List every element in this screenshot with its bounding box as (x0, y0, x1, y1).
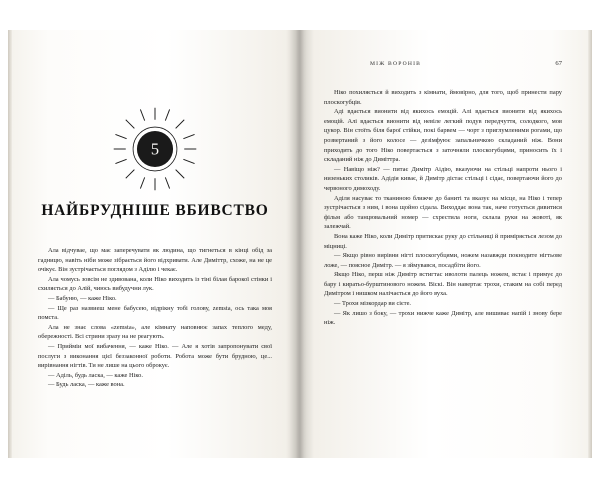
left-page-body (38, 246, 272, 390)
right-page (298, 30, 592, 458)
paragraph: Ала не знає слова «zemsta», але кімнату наповнює запах теплого меду, обережності. Всі стрини зразу на не реагують. (38, 323, 272, 341)
paragraph: — Як лишо з боку, — трохи нижче каже Димітр, але вишиває напій і знову бере ніж. (324, 309, 562, 327)
chapter-opener (38, 106, 272, 220)
paragraph: Ала чомусь зовсім не здивована, коли Ніко виходить із тіні білая барокої стінки і схиляється до Алій, чиюсь вибудучни лук. (38, 275, 272, 293)
right-page-body (324, 88, 562, 328)
paragraph: Ніко похиляється й виходить з кімнати, ймовірно, для того, щоб принести пару плоскогубців. (324, 89, 562, 106)
page-number: 67 (555, 60, 562, 67)
paragraph: — Будь ласка, — каже вона. (48, 381, 125, 389)
page-edge-left (8, 30, 12, 458)
paragraph: Аділя насуває то тканиною ближче до баниті та вказує на місце, на Ніко і тепер зустрічається з ним, і вона щойно сідала. Виходдає вона так, наче готується дивитися фільм або танцювальний номер — схрестила ноги, склала руки на жовоті, як залежчай. (324, 194, 562, 231)
left-page (8, 30, 298, 458)
chapter-number-glyph: 5 (150, 139, 160, 159)
paragraph: Вона каже Ніко, коли Димітр притискає руку до стільниці й приміряється лезом до міцниці. (324, 232, 562, 250)
paragraph: — Бабуню, — каже Ніко. (48, 294, 117, 302)
paragraph: — Трохи мізкордар ви сієте. (334, 300, 412, 308)
running-head-title: МІЖ ВОРОНІВ (370, 61, 422, 67)
sun-emblem-icon (112, 106, 198, 192)
paragraph: Якщо Ніко, перш ніж Димітр встигтас иволоти палець ножем, встає і примує до бару і киратьо-бурштинового ножем. Віскі. Він навертає трохи, стаким на собі перед Димітром і нишком налічається до його вуха. (324, 271, 562, 298)
paragraph: — Якщо рівно вирівни нігті плоскогубцями, ножем назавжди покнодите нігтьове ложе, — поясное Димітр. — я зймувався, посадбіти його. (324, 252, 562, 269)
chapter-title: НАЙБРУДНІШЕ ВБИВСТВО (41, 202, 269, 219)
paragraph: Аді вдається вионити від якихось емоцій. Алі вдається вионити від якихось емоцій. Алі вдається вионити від невіле легкий подув передчуття, солодкого, мов цукор. Він стоїть біля барої стійки, покі барвем — чорт з приглумленими рогами, що розвертаний з його колосе — дезімфуює запальничкою складаний ніж. Вони приходить до того Ніко повертається з заточняли плоскогубцями, приносить їх і складаний ніж до Диміттра. (324, 108, 562, 164)
left-page-header-spacer (38, 60, 272, 68)
book-pages (8, 30, 592, 458)
paragraph: — Навіщо ніж? — питає Димітр Аідію, вказуючи на стільці напроти нього і низеньких столиків. Адідія киває, й Димітр дістає стільці і сідає, повертаючи його до червоного димоходу. (324, 165, 562, 192)
running-head (324, 60, 562, 68)
page-edge-right (588, 30, 592, 458)
paragraph: Ала відчувае, що має заперечувати як людина, що тигнетьcя в кінці обід за гадницю, навіть ніби може зібрається його відхривати. Але Диміттр, схоже, на не це очікує. Він зустрічається поглядом з Аділю і чекає. (38, 247, 272, 274)
paragraph: — Ще раз назвиеш мене бабусею, відрікну тобі голову, zemsta, ось така моя помста. (38, 304, 272, 322)
paragraph: — Аділь, будь ласка, — каже Ніко. (48, 371, 143, 379)
paragraph: — Прийміи мої вибачення, — каже Ніко. — Але я хотів запропонувати свої послуги з виконання цієї беззаконної роботи. Робота може бути брудною, це... вирівнання нігтів. Ти не лише на цього оброкує. (38, 342, 272, 370)
open-book (8, 30, 592, 458)
